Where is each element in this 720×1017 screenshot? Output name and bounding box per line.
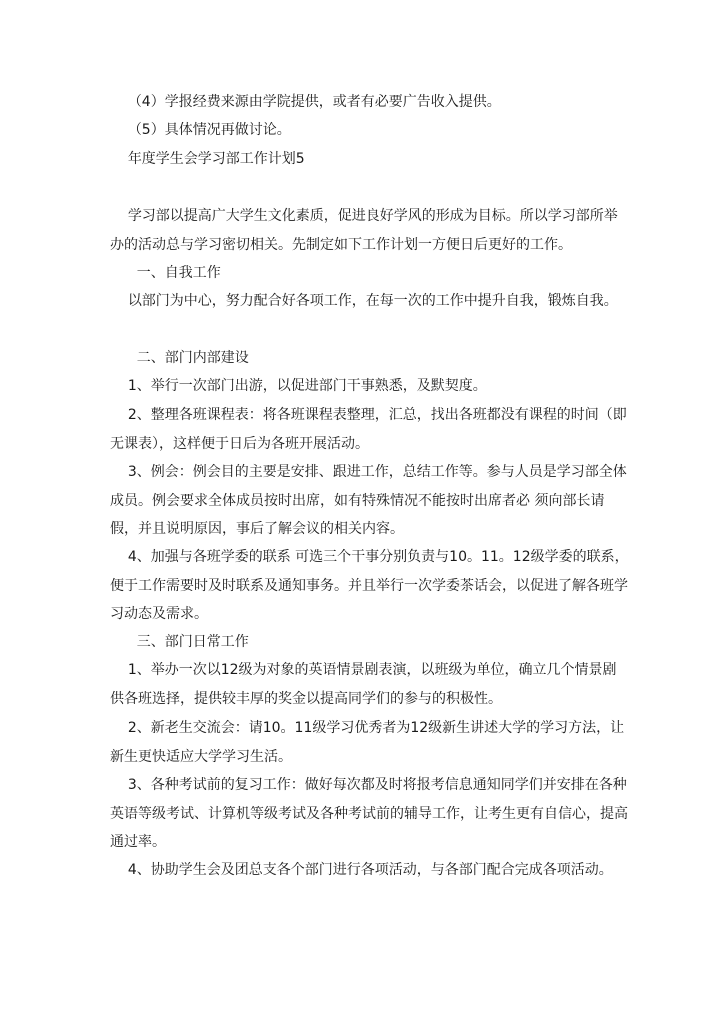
paragraph-daily-4: 4、协助学生会及团总支各个部门进行各项活动，与各部门配合完成各项活动。 [110, 862, 613, 878]
heading-self-work: 一、自我工作 [110, 265, 221, 281]
paragraph-daily-1: 1、举办一次以12级为对象的英语情景剧表演，以班级为单位，确立几个情景剧供各班选择，提供较丰厚的奖金以提高同学们的参与的积极性。 [110, 662, 617, 707]
paragraph-funding-source: （4）学报经费来源由学院提供，或者有必要广告收入提供。 [110, 94, 501, 110]
heading-internal-building: 二、部门内部建设 [110, 350, 249, 366]
paragraph-internal-4: 4、加强与各班学委的联系 可选三个干事分别负责与10。11。12级学委的联系，便于工作需要时及时联系及通知事务。并且举行一次学委茶话会，以促进了解各班学习动态及需求。 [110, 549, 629, 622]
paragraph-internal-3: 3、例会：例会目的主要是安排、跟进工作，总结工作等。参与人员是学习部全体成员。例会要求全体成员按时出席，如有特殊情况不能按时出席者必 须向部长请假，并且说明原因，事后了解会议的相关内容。 [110, 464, 627, 537]
paragraph-discussion: （5）具体情况再做讨论。 [110, 122, 291, 138]
paragraph-intro: 学习部以提高广大学生文化素质，促进良好学风的形成为目标。所以学习部所举办的活动总与学习密切相关。先制定如下工作计划一方便日后更好的工作。 [110, 208, 618, 253]
heading-daily-work: 三、部门日常工作 [110, 634, 249, 650]
paragraph-daily-2: 2、新老生交流会：请10。11级学习优秀者为12级新生讲述大学的学习方法，让新生更快适应大学学习生活。 [110, 720, 625, 765]
paragraph-self-work: 以部门为中心，努力配合好各项工作，在每一次的工作中提升自我，锻炼自我。 [110, 293, 618, 309]
paragraph-internal-2: 2、整理各班课程表：将各班课程表整理，汇总，找出各班都没有课程的时间（即无课表），这样便于日后为各班开展活动。 [110, 407, 627, 452]
section-title-plan-5: 年度学生会学习部工作计划5 [110, 151, 305, 167]
paragraph-internal-1: 1、举行一次部门出游，以促进部门干事熟悉，及默契度。 [110, 378, 487, 394]
paragraph-daily-3: 3、各种考试前的复习工作：做好每次都及时将报考信息通知同学们并安排在各种英语等级考试、计算机等级考试及各种考试前的辅导工作，让考生更有自信心，提高通过率。 [110, 777, 628, 850]
